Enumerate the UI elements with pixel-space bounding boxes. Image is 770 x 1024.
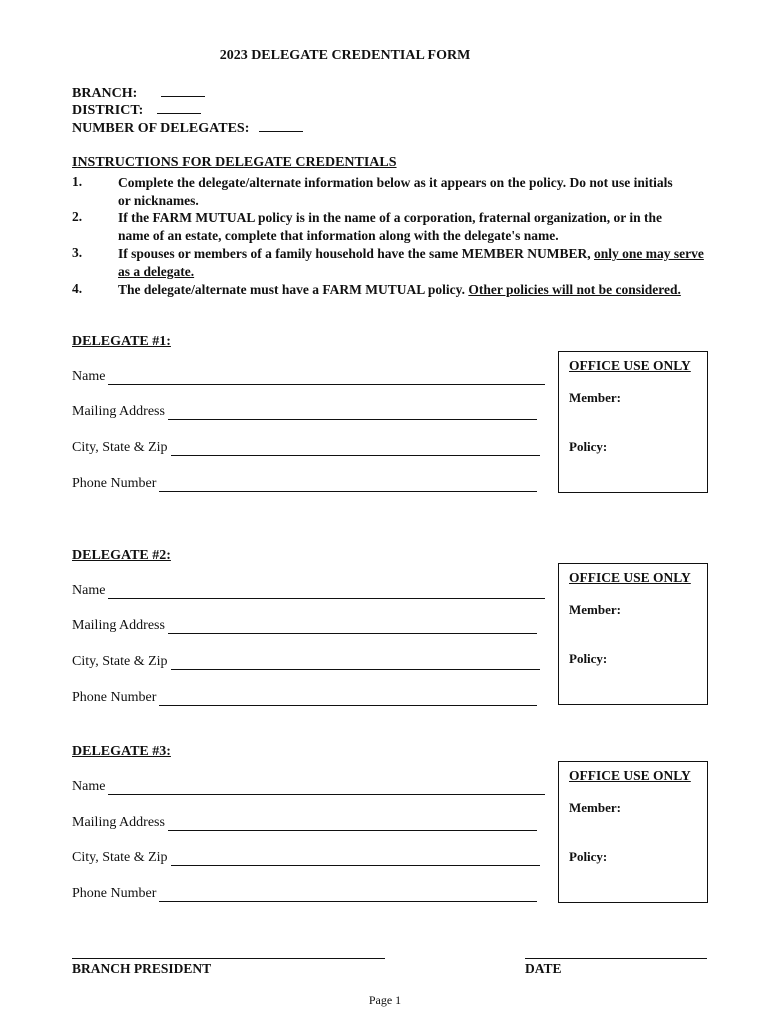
office-use-title: OFFICE USE ONLY [569, 570, 691, 585]
branch-label: BRANCH: [72, 86, 138, 101]
delegate-3-phone-label: Phone Number [72, 886, 157, 901]
instruction-3-text [118, 245, 710, 280]
delegate-2-label: DELEGATE #2: [72, 548, 171, 563]
num-delegates-label: NUMBER OF DELEGATES: [72, 121, 250, 136]
delegate-1-label: DELEGATE #1: [72, 334, 171, 349]
delegate-2-phone-row [72, 690, 537, 706]
office-member-label: Member: [569, 602, 621, 617]
instruction-3-num: 3. [72, 245, 83, 260]
delegate-1-phone-row [72, 476, 537, 492]
delegate-1-phone-label: Phone Number [72, 476, 157, 491]
delegate-1-name-label: Name [72, 369, 106, 384]
instruction-4-text-a: The delegate/alternate must have a FARM MUTUAL policy. [118, 282, 469, 297]
date-label: DATE [525, 961, 562, 976]
delegate-1-office-box [558, 351, 708, 493]
instruction-2-num: 2. [72, 209, 83, 224]
num-delegates-row [72, 119, 303, 137]
office-use-title: OFFICE USE ONLY [569, 768, 691, 783]
delegate-1-mailing-field[interactable] [168, 405, 537, 420]
delegate-3-mailing-field[interactable] [168, 816, 537, 831]
delegate-2-phone-label: Phone Number [72, 690, 157, 705]
office-policy-label: Policy: [569, 849, 608, 864]
delegate-3-name-row [72, 779, 545, 795]
district-label: DISTRICT: [72, 103, 144, 118]
delegate-3-city-label: City, State & Zip [72, 850, 168, 865]
delegate-2-name-label: Name [72, 583, 106, 598]
delegate-2-phone-field[interactable] [159, 691, 537, 706]
instruction-4-text [118, 281, 683, 299]
delegate-2-name-field[interactable] [108, 584, 545, 599]
delegate-2-name-row [72, 583, 545, 599]
district-blank[interactable] [157, 101, 201, 114]
delegate-2-city-field[interactable] [171, 655, 540, 670]
office-use-title: OFFICE USE ONLY [569, 358, 691, 373]
delegate-2-mailing-field[interactable] [168, 619, 537, 634]
delegate-3-office-box [558, 761, 708, 903]
instructions-heading: INSTRUCTIONS FOR DELEGATE CREDENTIALS [72, 155, 397, 170]
district-row [72, 101, 201, 119]
delegate-3-phone-field[interactable] [159, 887, 537, 902]
delegate-1-name-row [72, 369, 545, 385]
delegate-2-office-box [558, 563, 708, 705]
instruction-1-text: Complete the delegate/alternate information below as it appears on the policy. Do not use initials or nicknames. [118, 175, 673, 208]
delegate-3-phone-row [72, 886, 537, 902]
delegate-2-city-label: City, State & Zip [72, 654, 168, 669]
office-policy-label: Policy: [569, 439, 608, 454]
president-signature-line[interactable] [72, 958, 385, 959]
delegate-3-city-row [72, 850, 540, 866]
delegate-1-name-field[interactable] [108, 370, 545, 385]
delegate-2-mailing-label: Mailing Address [72, 618, 165, 633]
delegate-3-city-field[interactable] [171, 851, 540, 866]
instruction-1-num: 1. [72, 174, 83, 189]
president-signature-label: BRANCH PRESIDENT [72, 961, 212, 976]
delegate-3-name-field[interactable] [108, 780, 545, 795]
delegate-2-city-row [72, 654, 540, 670]
office-member-label: Member: [569, 800, 621, 815]
delegate-2-mailing-row [72, 618, 537, 634]
delegate-3-label: DELEGATE #3: [72, 744, 171, 759]
delegate-3-mailing-row [72, 815, 537, 831]
office-member-label: Member: [569, 390, 621, 405]
instruction-3-text-emphasis: only one may serve as a delegate. [118, 246, 704, 279]
delegate-1-city-row [72, 440, 540, 456]
delegate-1-mailing-row [72, 404, 537, 420]
instruction-4-text-emphasis: Other policies will not be considered. [468, 282, 681, 297]
instruction-3-text-a: If spouses or members of a family household have the same MEMBER NUMBER, [118, 246, 594, 261]
delegate-1-phone-field[interactable] [159, 477, 537, 492]
delegate-1-mailing-label: Mailing Address [72, 404, 165, 419]
instruction-4-num: 4. [72, 281, 83, 296]
page-number: Page 1 [368, 993, 402, 1007]
delegate-1-city-field[interactable] [171, 441, 540, 456]
branch-blank[interactable] [161, 84, 205, 97]
office-policy-label: Policy: [569, 651, 608, 666]
delegate-1-city-label: City, State & Zip [72, 440, 168, 455]
num-delegates-blank[interactable] [259, 119, 303, 132]
delegate-3-name-label: Name [72, 779, 106, 794]
delegate-3-mailing-label: Mailing Address [72, 815, 165, 830]
date-line[interactable] [525, 958, 707, 959]
instruction-2-text: If the FARM MUTUAL policy is in the name of a corporation, fraternal organization, or in the name of an estate, complete that information along with the delegate's name. [118, 210, 662, 243]
branch-row [72, 84, 205, 102]
form-title: 2023 DELEGATE CREDENTIAL FORM [219, 48, 471, 63]
